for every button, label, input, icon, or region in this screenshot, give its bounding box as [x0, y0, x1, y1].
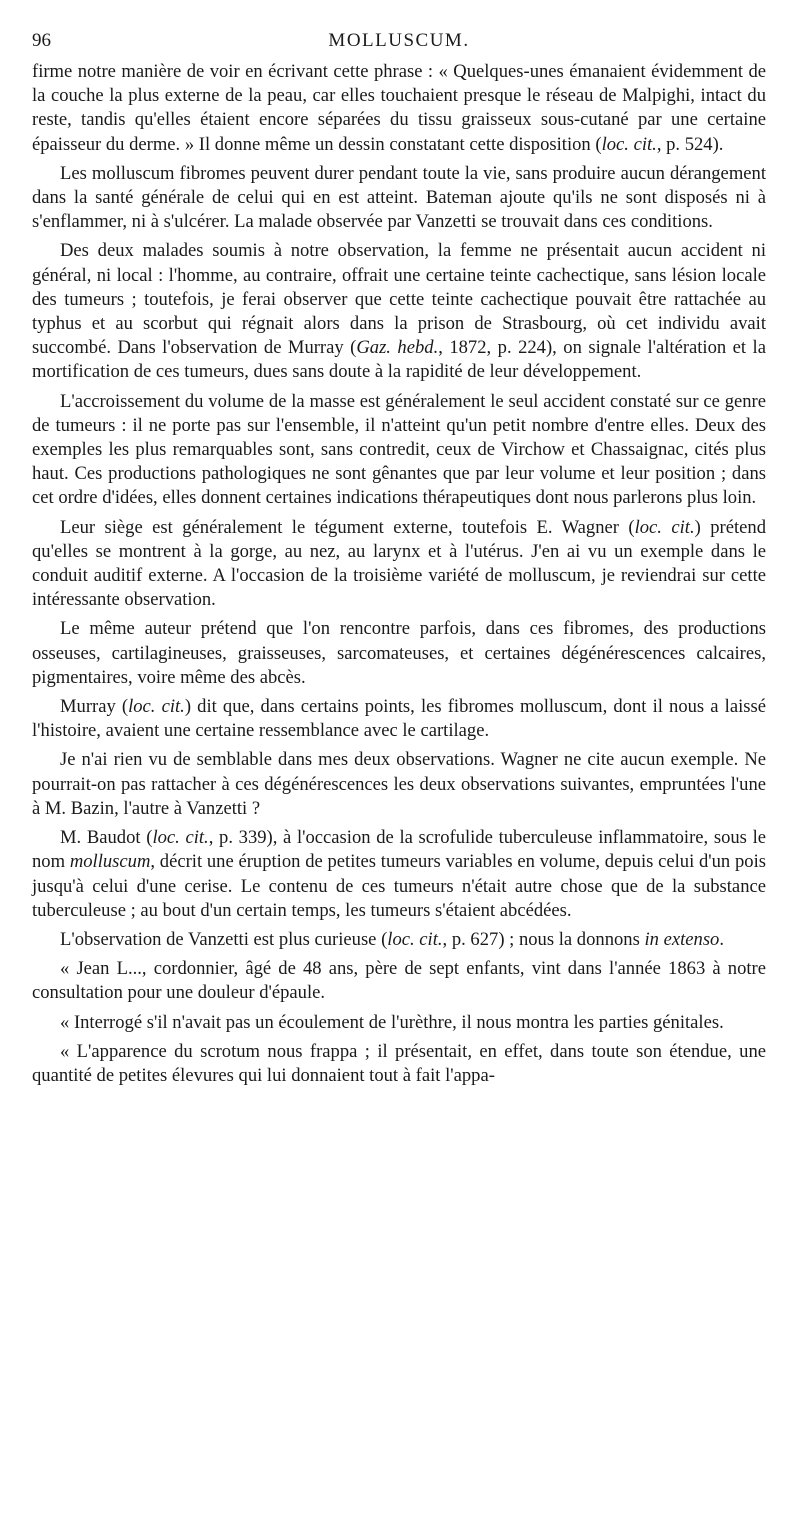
- text-run: , p. 524).: [656, 133, 724, 155]
- text-run: , p. 339), à l'occasion de la scrofulide tuberculeuse inflammatoire, sous le nom: [32, 827, 766, 873]
- page-number: 96: [32, 30, 51, 51]
- italic-run: loc. cit.: [601, 133, 657, 155]
- body-text: [32, 60, 766, 1088]
- paragraph: [32, 826, 766, 923]
- text-run: ) dit que, dans certains points, les fibromes molluscum, dont il nous a laissé l'histoire, avaient une certaine ressemblance avec le cartilage.: [32, 696, 766, 742]
- italic-run: loc. cit.: [128, 696, 185, 718]
- italic-run: loc. cit.: [152, 827, 209, 849]
- italic-run: molluscum: [69, 851, 151, 873]
- text-run: M. Baudot (: [60, 827, 153, 849]
- paragraph: [32, 1040, 766, 1088]
- italic-run: Gaz. hebd.: [356, 337, 439, 359]
- text-run: L'observation de Vanzetti est plus curieuse (: [60, 928, 388, 950]
- paragraph: [32, 1011, 766, 1035]
- text-run: ) prétend qu'elles se montrent à la gorge, au nez, au larynx et à l'utérus. J'en ai vu un exemple dans le conduit auditif externe. A l'occasion de la troisième variété de molluscum, je reviendrai sur cette intéressante observation.: [32, 516, 766, 611]
- text-run: Leur siège est généralement le tégument externe, toutefois E. Wagner (: [60, 516, 635, 538]
- paragraph: [32, 695, 766, 743]
- text-run: Le même auteur prétend que l'on rencontre parfois, dans ces fibromes, des productions osseuses, cartilagineuses, graisseuses, sarcomateuses, et certaines dégénérescences calcaires, pigmentaires, voire même des abcès.: [32, 618, 766, 688]
- text-run: , p. 627) ; nous la donnons: [442, 928, 645, 950]
- italic-run: loc. cit.: [387, 928, 443, 950]
- text-run: « L'apparence du scrotum nous frappa ; il présentait, en effet, dans toute son étendue, une quantité de petites élevures qui lui donnaient tout à fait l'appa-: [32, 1040, 766, 1086]
- text-run: Murray (: [60, 696, 129, 718]
- paragraph: [32, 390, 766, 511]
- paragraph: [32, 617, 766, 690]
- paragraph: [32, 928, 766, 952]
- paragraph: [32, 60, 766, 157]
- text-run: Je n'ai rien vu de semblable dans mes deux observations. Wagner ne cite aucun exemple. Ne pourrait-on pas rattacher à ces dégénérescences les deux observations suivantes, empruntées l'une à M. Bazin, l'autre à Vanzetti ?: [32, 749, 766, 819]
- text-run: « Jean L..., cordonnier, âgé de 48 ans, père de sept enfants, vint dans l'année 1863 à notre consultation pour une douleur d'épaule.: [32, 958, 766, 1004]
- paragraph: [32, 748, 766, 821]
- page-header: [32, 30, 766, 60]
- document-page: [32, 30, 766, 1088]
- text-run: , décrit une éruption de petites tumeurs variables en volume, depuis celui d'un pois jusqu'à celui d'une cerise. Le contenu de ces tumeurs n'était autre chose que de la substance tuberculeuse ; au bout d'un certain temps, les tumeurs s'étaient abcédées.: [32, 851, 766, 921]
- paragraph: [32, 162, 766, 235]
- paragraph: [32, 516, 766, 613]
- italic-run: in extenso: [644, 928, 720, 950]
- text-run: , 1872, p. 224), on signale l'altération et la mortification de ces tumeurs, dues sans doute à la rapidité de leur développement.: [32, 337, 766, 383]
- text-run: firme notre manière de voir en écrivant cette phrase : « Quelques-unes émanaient évidemment de la couche la plus externe de la peau, car elles touchaient presque le réseau de Malpighi, intact du reste, tandis qu'elles étaient encore séparées du tissu graisseux sous-cutané par une certaine épaisseur du derme. » Il donne même un dessin constatant cette disposition (: [32, 61, 766, 155]
- text-run: Les molluscum fibromes peuvent durer pendant toute la vie, sans produire aucun dérangement dans la santé générale de celui qui en est atteint. Bateman ajoute qu'ils ne sont disposés ni à s'enflammer, ni à s'ulcérer. La malade observée par Vanzetti se trouvait dans ces conditions.: [32, 162, 766, 233]
- text-run: « Interrogé s'il n'avait pas un écoulement de l'urèthre, il nous montra les parties génitales.: [60, 1011, 724, 1033]
- paragraph: [32, 957, 766, 1005]
- text-run: .: [719, 928, 725, 950]
- italic-run: loc. cit.: [634, 516, 695, 538]
- text-run: L'accroissement du volume de la masse est généralement le seul accident constaté sur ce genre de tumeurs : il ne porte pas sur l'ensemble, il n'atteint qu'un petit nombre d'entre elles. Deux des exemples les plus remarquables sont, sans contredit, ceux de Virchow et Chassaignac, cités plus haut. Ces productions pathologiques ne sont gênantes que par leur volume et leur position ; dans cet ordre d'idées, elles donnent certaines indications thérapeutiques dont nous parlerons plus loin.: [32, 390, 766, 509]
- running-title: MOLLUSCUM.: [328, 30, 470, 51]
- text-run: Des deux malades soumis à notre observation, la femme ne présentait aucun accident ni général, ni local : l'homme, au contraire, offrait une certaine teinte cachectique, sans lésion locale des tumeurs ; toutefois, je ferai observer que cette teinte cachectique pouvait être rattachée au typhus et au scorbut qui régnait alors dans la prison de Strasbourg, où cet individu avait succombé. Dans l'observation de Murray (: [32, 240, 766, 359]
- paragraph: [32, 239, 766, 384]
